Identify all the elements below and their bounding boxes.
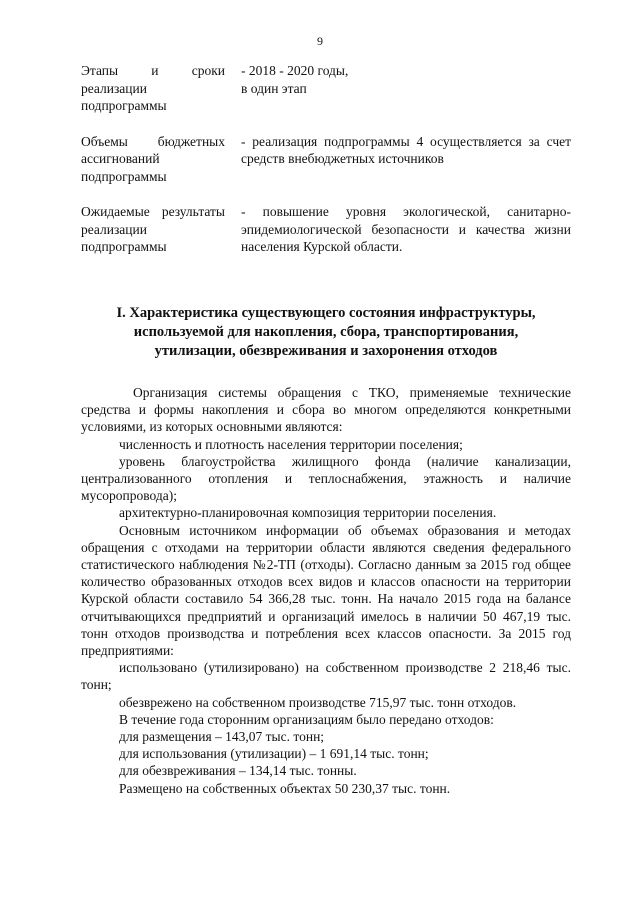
paragraph: для обезвреживания – 134,14 тыс. тонны. (119, 763, 357, 779)
paragraph: численность и плотность населения территории поселения; (119, 436, 463, 452)
paragraph: Основным источником информации об объемах образования и методах обращения с отходами на территории области являются сведения федерального статистического наблюдения №2-ТП (отходы). Согласно данным за 2015 год общее количество образованных отходов всех видов и классов опасности на территории Курской области составило 54 366,28 тыс. тонн. На начало 2015 года на балансе отчитывающихся предприятий и организаций имелось в наличии 50 467,19 тыс. тонн отходов производства и потребления всех классов опасности. За 2015 год предприятиями: (81, 522, 571, 659)
passport-row-budget (81, 133, 571, 186)
paragraph: использовано (утилизировано) на собственном производстве 2 218,46 тыс. тонн; (81, 660, 571, 693)
section-title: I. Характеристика существующего состояния инфраструктуры, используемой для накопления, сбора, транспортирования, утилизации, обезвреживания и захоронения отходов (116, 305, 536, 359)
passport-value: - 2018 - 2020 годы, в один этап (241, 63, 349, 96)
passport-label: Ожидаемые результаты реализации подпрограммы (81, 204, 225, 254)
body-text (81, 384, 571, 797)
passport-label: Объемы бюджетных ассигнований подпрограммы (81, 133, 225, 184)
paragraph: Организация системы обращения с ТКО, применяемые технические средства и формы накопления и сбора во многом определяются конкретными условиями, из которых основными являются: (81, 385, 571, 435)
paragraph: для размещения – 143,07 тыс. тонн; (119, 729, 325, 745)
subprogram-passport (81, 62, 571, 256)
page-number: 9 (317, 34, 323, 48)
paragraph: обезврежено на собственном производстве 715,97 тыс. тонн отходов. (119, 694, 517, 710)
paragraph: уровень благоустройства жилищного фонда (наличие канализации, централизованного отопления и теплоснабжения, этажность и наличие мусоропровода); (81, 453, 571, 504)
paragraph: Размещено на собственных объектах 50 230,37 тыс. тонн. (119, 780, 451, 796)
passport-label: Этапы и сроки реализации подпрограммы (81, 63, 225, 113)
passport-value: - реализация подпрограммы 4 осуществляется за счет средств внебюджетных источников (241, 133, 571, 166)
paragraph: архитектурно-планировочная композиция территории поселения. (119, 505, 497, 521)
passport-value: - повышение уровня экологической, санитарно-эпидемиологической безопасности и качества жизни населения Курской области. (241, 204, 571, 254)
paragraph: для использования (утилизации) – 1 691,14 тыс. тонн; (119, 746, 429, 762)
passport-row-stages (81, 62, 571, 115)
paragraph: В течение года сторонним организациям было передано отходов: (119, 711, 494, 727)
passport-row-results (81, 203, 571, 256)
